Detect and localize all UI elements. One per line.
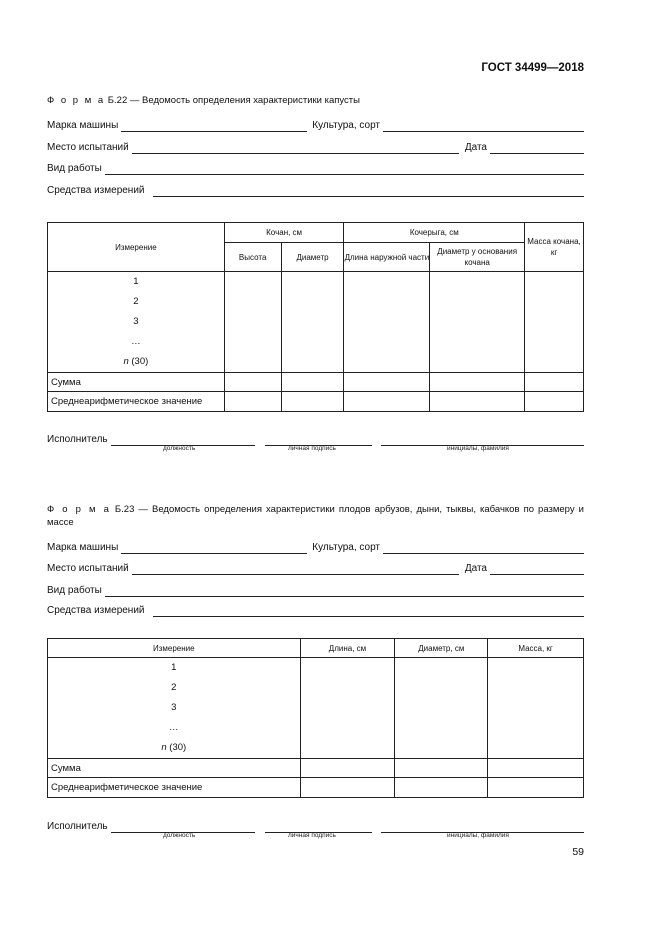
data-cell[interactable] (430, 373, 525, 392)
form1-crop-field[interactable] (383, 120, 584, 132)
data-cell[interactable] (300, 759, 395, 778)
col-base-diameter: Диаметр у основания кочана (430, 243, 525, 272)
sum-label: Сумма (48, 373, 225, 392)
data-cell[interactable] (344, 373, 430, 392)
form2-tools-label: Средства измерений (47, 605, 145, 616)
data-cell[interactable] (525, 392, 584, 412)
form1-machine-label: Марка машины (47, 120, 119, 131)
list-item: 2 (171, 682, 177, 693)
data-cell[interactable] (224, 272, 281, 373)
data-cell[interactable] (430, 392, 525, 412)
form2-crop-label: Культура, сорт (312, 542, 380, 553)
form1-date-field[interactable] (490, 142, 584, 154)
form2-caption-name: инициалы, фамилия (447, 832, 509, 839)
n-count: (30) (169, 742, 187, 753)
list-item: 3 (133, 316, 139, 327)
data-cell[interactable] (488, 778, 584, 798)
data-cell[interactable] (300, 658, 395, 759)
col-diameter: Диаметр, см (395, 639, 488, 658)
form2-tools-field[interactable] (153, 605, 584, 617)
form1-tools-row (47, 183, 584, 197)
form1-date-label: Дата (464, 142, 487, 153)
list-item: … (131, 336, 141, 347)
form2-executor-label: Исполнитель (47, 821, 108, 832)
form1-crop-label: Культура, сорт (312, 120, 380, 131)
list-item: 1 (171, 662, 177, 673)
form2-date-label: Дата (464, 563, 487, 574)
form1-work-label: Вид работы (47, 163, 102, 174)
data-cell[interactable] (395, 759, 488, 778)
form2-machine-field[interactable] (121, 542, 307, 554)
mean-label: Среднеарифметическое значение (48, 778, 301, 798)
col-measure: Измерение (48, 639, 301, 658)
form1-caption-name: инициалы, фамилия (447, 445, 509, 452)
form1-tools-field[interactable] (153, 185, 584, 197)
form2-caption-position: должность (163, 832, 196, 839)
form1-caption-signature: личная подпись (288, 445, 336, 452)
col-stump: Кочерыга, см (344, 223, 525, 243)
page-number: 59 (572, 846, 584, 858)
standard-header: ГОСТ 34499—2018 (481, 62, 584, 74)
data-cell[interactable] (395, 778, 488, 798)
data-cell[interactable] (224, 392, 281, 412)
form2-title-prefix: Ф о р м а (47, 504, 111, 515)
data-cell[interactable] (525, 272, 584, 373)
form2-place-row (47, 561, 584, 575)
data-cell[interactable] (488, 759, 584, 778)
form2-tools-row (47, 603, 584, 617)
form2-title-text: Б.23 — Ведомость определения характеристики плодов арбузов, дыни, тыквы, кабачков по размеру и (110, 504, 584, 515)
form1-executor-row (47, 432, 584, 446)
form1-place-row (47, 140, 584, 154)
mean-label: Среднеарифметическое значение (48, 392, 225, 412)
form1-place-field[interactable] (132, 142, 459, 154)
col-mass: Масса, кг (488, 639, 584, 658)
form2-place-label: Место испытаний (47, 563, 129, 574)
form2-title (47, 503, 584, 516)
form2-title-line2: массе (47, 517, 74, 528)
form2-date-field[interactable] (490, 563, 584, 575)
form1-executor-label: Исполнитель (47, 434, 108, 445)
data-cell[interactable] (395, 658, 488, 759)
data-cell[interactable] (525, 373, 584, 392)
col-diameter: Диаметр (281, 243, 344, 272)
n-count: (30) (131, 356, 149, 367)
data-cell[interactable] (281, 272, 344, 373)
col-mass: Масса кочана, кг (525, 223, 584, 272)
form2-crop-field[interactable] (383, 542, 584, 554)
list-item (48, 352, 224, 372)
form1-title (47, 94, 360, 107)
form1-title-text: Б.22 — Ведомость определения характеристики капусты (105, 95, 360, 106)
measurement-list (48, 272, 225, 373)
data-cell[interactable] (281, 392, 344, 412)
list-item: 2 (133, 296, 139, 307)
form1-place-label: Место испытаний (47, 142, 129, 153)
form1-title-prefix: Ф о р м а (47, 95, 106, 106)
form1-machine-field[interactable] (121, 120, 307, 132)
form2-machine-label: Марка машины (47, 542, 119, 553)
data-cell[interactable] (488, 658, 584, 759)
col-length: Длина, см (300, 639, 395, 658)
col-measure: Измерение (48, 223, 225, 272)
form2-work-field[interactable] (105, 585, 584, 597)
data-cell[interactable] (344, 272, 430, 373)
data-cell[interactable] (430, 272, 525, 373)
list-item: … (169, 722, 179, 733)
form1-tools-label: Средства измерений (47, 185, 145, 196)
form2-place-field[interactable] (132, 563, 459, 575)
form1-machine-row (47, 118, 584, 132)
data-cell[interactable] (281, 373, 344, 392)
form1-work-row (47, 161, 584, 175)
form1-table (47, 222, 584, 412)
form2-caption-signature: личная подпись (288, 832, 336, 839)
list-item: 3 (171, 702, 177, 713)
sum-label: Сумма (48, 759, 301, 778)
form2-table (47, 638, 584, 798)
col-height: Высота (224, 243, 281, 272)
n-symbol: n (161, 742, 167, 753)
form1-caption-position: должность (163, 445, 196, 452)
list-item (48, 738, 300, 758)
form2-work-label: Вид работы (47, 585, 102, 596)
n-symbol: n (123, 356, 129, 367)
col-head: Кочан, см (224, 223, 344, 243)
measurement-list (48, 658, 301, 759)
list-item: 1 (133, 276, 139, 287)
data-cell[interactable] (300, 778, 395, 798)
form2-work-row (47, 583, 584, 597)
data-cell[interactable] (344, 392, 430, 412)
form2-executor-row (47, 819, 584, 833)
form2-machine-row (47, 540, 584, 554)
data-cell[interactable] (224, 373, 281, 392)
col-outer-length: Длина наружной части (344, 243, 430, 272)
form1-work-field[interactable] (105, 163, 584, 175)
